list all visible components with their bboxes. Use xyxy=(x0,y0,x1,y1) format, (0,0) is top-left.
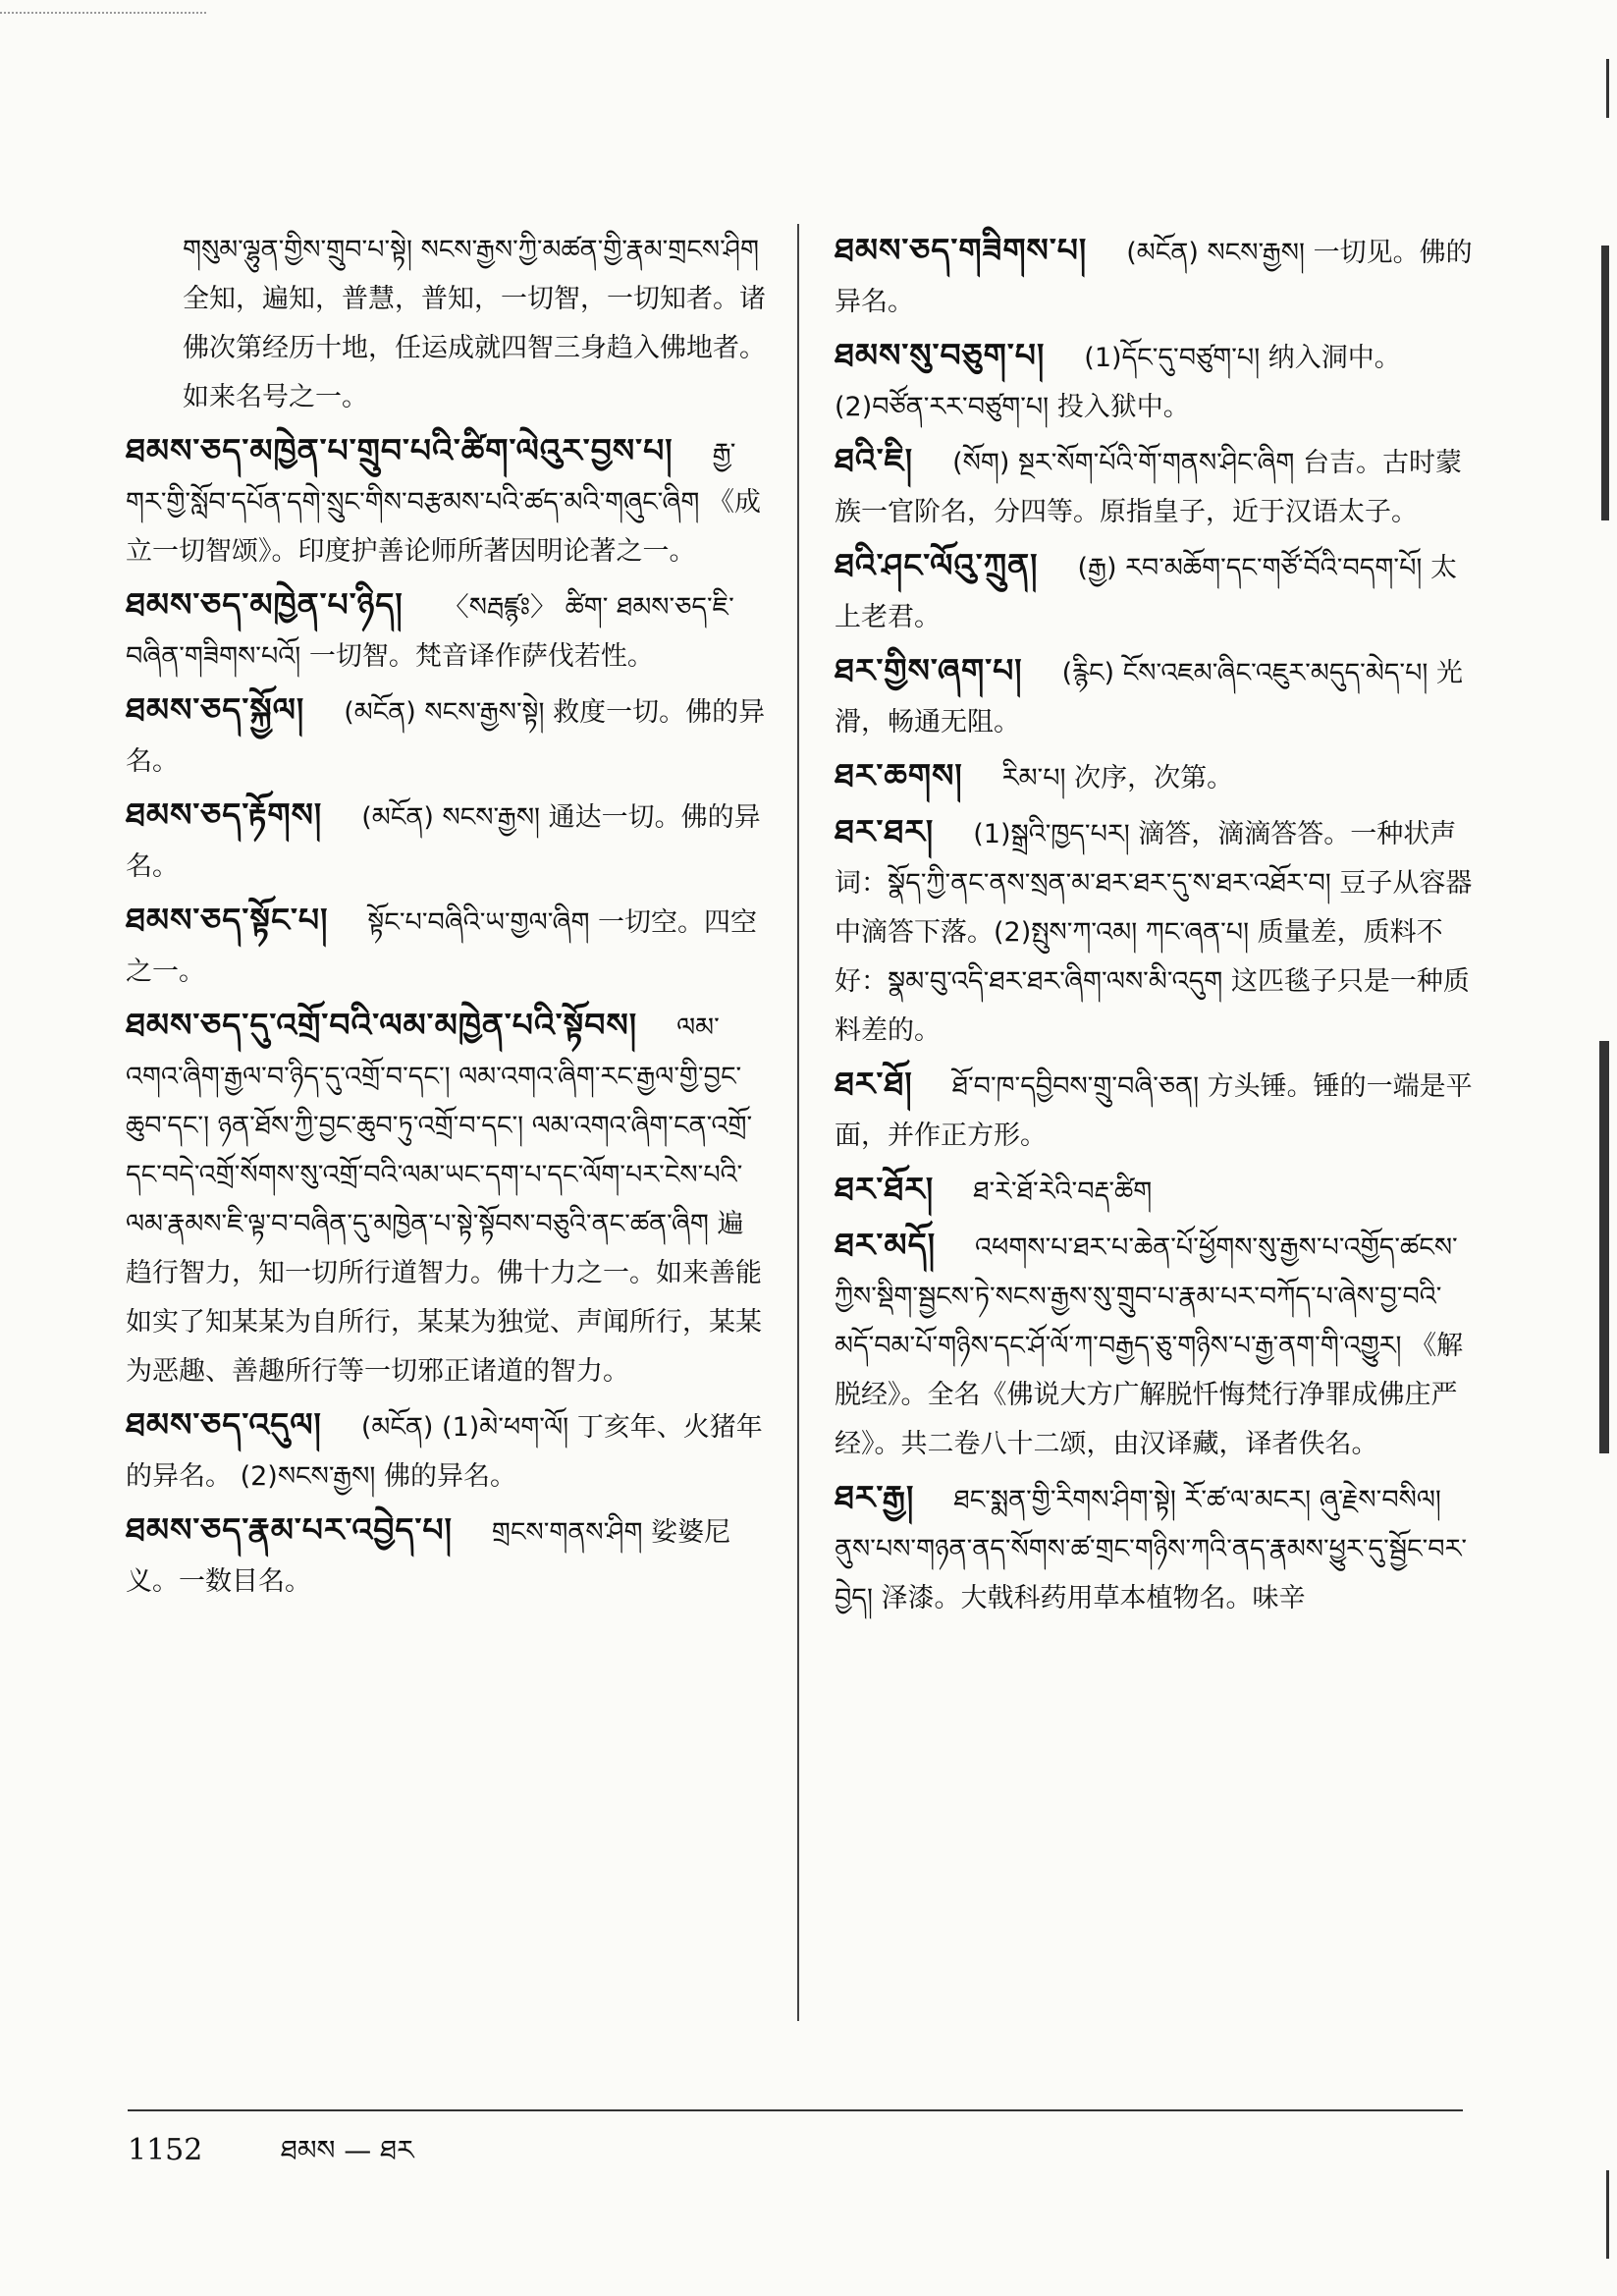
dictionary-entry xyxy=(835,1221,1473,1469)
entry-definition: (མངོན) སངས་རྒྱས་སྟེ། 救度一切。佛的异名。 xyxy=(126,697,766,777)
entry-definition: གྲངས་གནས་ཤིག 娑婆尼义。一数目名。 xyxy=(126,1517,731,1597)
scan-top-dots xyxy=(0,12,206,14)
dictionary-entry xyxy=(835,1473,1473,1623)
dictionary-entry xyxy=(126,685,766,787)
running-head: ཐམས — ཐར xyxy=(280,2134,414,2166)
page-footer xyxy=(128,2119,414,2197)
dictionary-entry xyxy=(835,331,1473,432)
dictionary-entry xyxy=(126,896,766,997)
entry-definition: (1)སྒྲའི་ཁྱད་པར། 滴答，滴滴答答。一种状声词：སྣོད་ཀྱི་ནང་ནས་སྲན་མ་ཐར་ཐར་དུ་ས་ཐར་འཐོར་བ། 豆子从容器中滴答下落。(2)སྤུས་ཀ་འམ། ཀང་ཞན་པ། 质量差，质料不好：སྣམ་བུ་འདི་ཐར་ཐར་ཞིག་ལས་མི་འདུག 这匹毯子只是一种质料差的。 xyxy=(835,819,1473,1046)
dictionary-entry xyxy=(126,791,766,892)
entry-definition: རིམ་པ། 次序，次第。 xyxy=(1001,763,1234,793)
dictionary-entry xyxy=(126,1505,766,1607)
dictionary-entry xyxy=(835,751,1473,803)
entry-definition: (1)དོང་དུ་བཙུག་པ། 纳入洞中。(2)བཙོན་རར་བཙུག་པ། 投入狱中。 xyxy=(835,343,1401,422)
left-column xyxy=(126,226,766,1611)
dictionary-entry xyxy=(835,1165,1473,1217)
entry-headword: ཐམས་ཅད་དུ་འགྲོ་བའི་ལམ་མཁྱེན་པའི་སྟོབས། xyxy=(126,1006,638,1044)
entry-definition: (རྒྱ) རབ་མཆོག་དང་གཙོ་བོའི་བདག་པོ། 太上老君。 xyxy=(835,553,1457,632)
entry-headword: ཐམས་སུ་བཅུག་པ། xyxy=(835,336,1046,374)
entry-headword: ཐམས་ཅད་གཟིགས་པ། xyxy=(835,231,1088,269)
right-column xyxy=(835,226,1473,1627)
entry-definition: འཕགས་པ་ཐར་པ་ཆེན་པོ་ཕྱོགས་སུ་རྒྱས་པ་འགྱོད་ཚངས་ཀྱིས་སྡིག་སྦྱངས་ཏེ་སངས་རྒྱས་སུ་གྲུབ་པ་རྣམ་པར་བཀོད་པ་ཞེས་བྱ་བའི་མདོ་བམ་པོ་གཉིས་དང་ཤོ་ལོ་ཀ་བརྒྱད་ཅུ་གཉིས་པ་རྒྱ་ནག་གི་འགྱུར། 《解脱经》。全名《佛说大方广解脱忏悔梵行净罪成佛庄严经》。共二卷八十二颂，由汉译藏，译者佚名。 xyxy=(835,1232,1464,1459)
entry-definition: (རྙིང) ངོས་འཇམ་ཞིང་འཇུར་མདུད་མེད་པ། 光滑，畅通无阻。 xyxy=(835,658,1463,738)
entry-headword: ཐར་ཆགས། xyxy=(835,756,963,794)
entry-definition: ཐ་རེ་ཐོ་རེའི་བརྡ་ཚིག xyxy=(973,1176,1153,1207)
footer-rule xyxy=(128,2109,1463,2111)
entry-headword: ཐམས་ཅད་སྐྱོལ། xyxy=(126,690,305,729)
entry-definition: སྟོང་པ་བཞིའི་ཡ་གྱལ་ཞིག 一切空。四空之一。 xyxy=(126,907,758,987)
entry-headword: ཐམས་ཅད་རྟོགས། xyxy=(126,795,323,834)
dictionary-entry xyxy=(835,807,1473,1056)
column-divider xyxy=(797,224,799,2021)
entry-headword: ཐམས་ཅད་རྣམ་པར་འབྱེད་པ། xyxy=(126,1510,453,1549)
dictionary-entry xyxy=(835,436,1473,537)
entry-headword: ཐམས་ཅད་མཁྱེན་པ་ཉིད། xyxy=(126,585,404,624)
entry-headword: ཐར་གྱིས་ཞག་པ། xyxy=(835,651,1023,689)
entry-headword: ཐར་མདོ། xyxy=(835,1226,937,1264)
entry-definition: 〈སརྦཛྙཿ〉 ཚིག་ ཐམས་ཅད་ཇི་བཞིན་གཟིགས་པའོ། 一切智。梵音译作萨伐若性。 xyxy=(126,592,734,672)
entry-headword: ཐའི་ཤང་ལོའུ་ཀྲུན། xyxy=(835,546,1039,584)
entry-definition: ཐོ་བ་ཁ་དབྱིབས་གྲུ་བཞི་ཅན། 方头锤。锤的一端是平面，并作正方形。 xyxy=(835,1071,1473,1151)
entry-headword: ཐམས་ཅད་སྟོང་པ། xyxy=(126,901,329,939)
entry-definition: གསུམ་ལྷུན་གྱིས་གྲུབ་པ་སྟེ། སངས་རྒྱས་ཀྱི་མཚན་གྱི་རྣམ་གྲངས་ཤིག 全知，遍知，普慧，普知，一切智，一切知者。诸佛次第经历十地，任运成就四智三身趋入佛地者。如来名号之一。 xyxy=(183,235,766,412)
dictionary-entry xyxy=(835,646,1473,747)
entry-definition: རྒྱ་གར་གྱི་སློབ་དཔོན་དགེ་སྲུང་གིས་བརྩམས་པའི་ཚད་མའི་གཞུང་ཞིག 《成立一切智颂》。印度护善论师所著因明论著之一。 xyxy=(126,438,761,567)
page-number: 1152 xyxy=(128,2133,203,2167)
dictionary-entry xyxy=(835,1060,1473,1161)
entry-definition: ལམ་འགའ་ཞིག་རྒྱལ་བ་ཉིད་དུ་འགྲོ་བ་དང་། ལམ་འགའ་ཞིག་རང་རྒྱལ་གྱི་བྱང་ཆུབ་དང་། ཉན་ཐོས་ཀྱི་བྱང་ཆུབ་ཏུ་འགྲོ་བ་དང་། ལམ་འགའ་ཞིག་ངན་འགྲོ་དང་བདེ་འགྲོ་སོགས་སུ་འགྲོ་བའི་ལམ་ཡང་དག་པ་དང་ལོག་པར་ངེས་པའི་ལམ་རྣམས་ཇི་ལྟ་བ་བཞིན་དུ་མཁྱེན་པ་སྟེ་སྟོབས་བཅུའི་ནང་ཚན་ཞིག 遍趋行智力，知一切所行道智力。佛十力之一。如来善能如实了知某某为自所行，某某为独觉、声闻所行，某某为恶趣、善趣所行等一切邪正诸道的智力。 xyxy=(126,1012,762,1387)
dictionary-entry xyxy=(126,426,766,576)
dictionary-entry xyxy=(835,226,1473,327)
entry-headword: ཐར་ཐོར། xyxy=(835,1170,935,1208)
entry-definition: (སོག) སྔར་སོག་པོའི་གོ་གནས་ཤིང་ཞིག 台吉。古时蒙族一官阶名，分四等。原指皇子，近于汉语太子。 xyxy=(835,448,1462,527)
dictionary-entry xyxy=(126,1001,766,1396)
entry-headword: ཐར་ཐར། xyxy=(835,812,935,850)
entry-definition: (མངོན) སངས་རྒྱས། 通达一切。佛的异名。 xyxy=(126,802,761,882)
scan-edge-marks xyxy=(1584,59,1609,2269)
dictionary-entry xyxy=(835,541,1473,642)
entry-headword: ཐའི་ཇི། xyxy=(835,441,914,479)
entry-headword: ཐམས་ཅད་འདུལ། xyxy=(126,1405,322,1444)
entry-definition: (མངོན) (1)མེ་ཕག་ལོ། 丁亥年、火猪年的异名。 (2)སངས་རྒྱས། 佛的异名。 xyxy=(126,1412,763,1492)
entry-headword: ཐར་ཐོ། xyxy=(835,1065,913,1103)
entry-definition: (མངོན) སངས་རྒྱས། 一切见。佛的异名。 xyxy=(835,238,1473,317)
entry-headword: ཐར་རྒྱ། xyxy=(835,1478,915,1516)
entry-definition: ཐང་སྨན་གྱི་རིགས་ཤིག་སྟེ། རོ་ཚ་ལ་མངར། ཞུ་རྗེས་བསིལ། ནུས་པས་གཉན་ནད་སོགས་ཚ་གྲང་གཉིས་ཀའི་ནད་རྣམས་ཕྱུར་དུ་སྦྱོང་བར་བྱེད། 泽漆。大戟科药用草本植物名。味辛 xyxy=(835,1485,1468,1613)
entry-headword: ཐམས་ཅད་མཁྱེན་པ་གྲུབ་པའི་ཚིག་ལེའུར་བྱས་པ། xyxy=(126,431,674,469)
dictionary-entry xyxy=(126,1400,766,1502)
dictionary-entry xyxy=(126,226,766,422)
dictionary-entry xyxy=(126,580,766,682)
